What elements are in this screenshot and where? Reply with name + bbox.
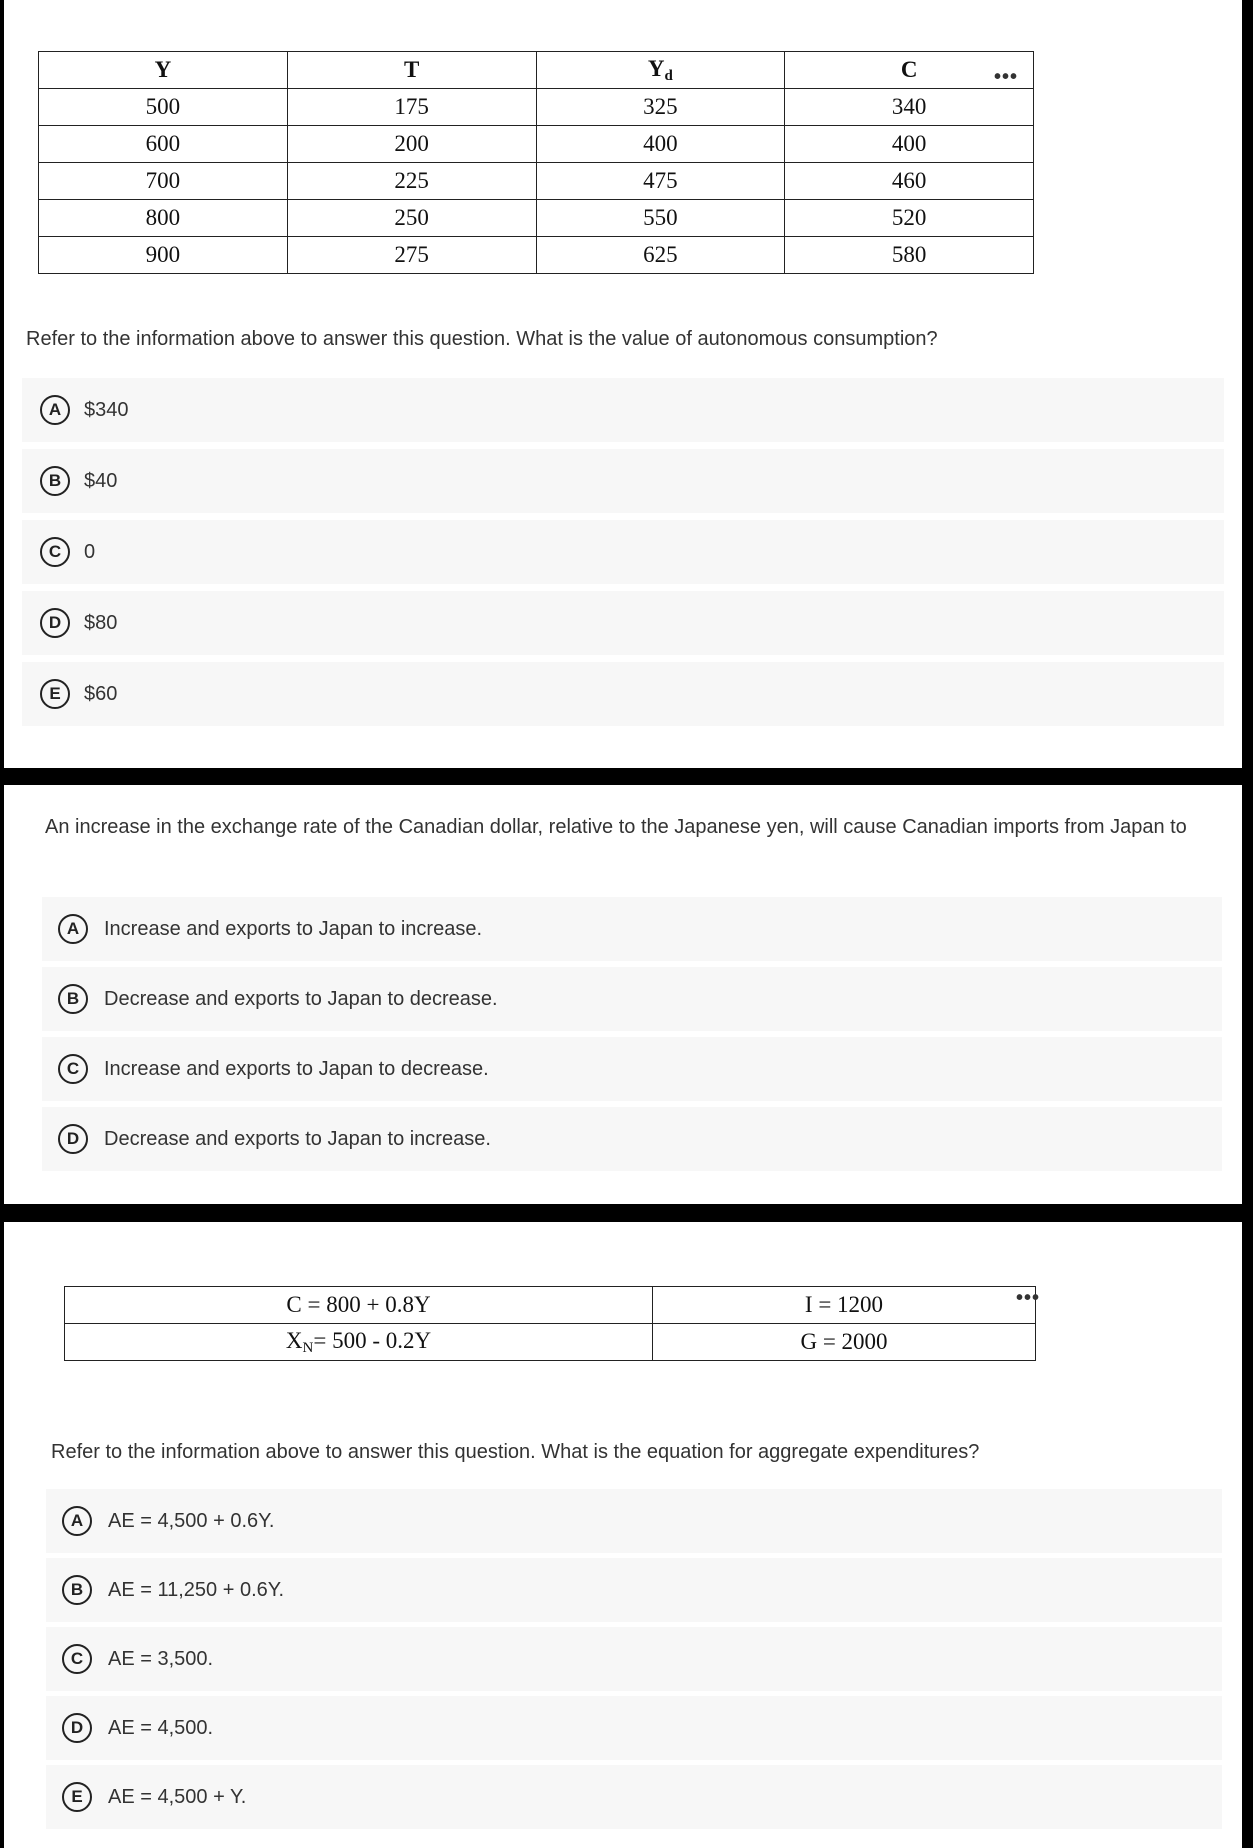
investment-equation: I = 1200 [653,1287,1036,1324]
option-text: AE = 3,500. [108,1647,214,1670]
option-a[interactable] [22,378,1224,442]
more-options-icon[interactable]: ••• [1016,1287,1041,1309]
option-b[interactable] [42,967,1222,1031]
income-table [38,51,1034,274]
table-row [39,126,1034,163]
table-cell: 600 [39,126,288,163]
table-row [39,200,1034,237]
option-letter-badge: B [58,984,88,1014]
table-cell: 400 [785,126,1034,163]
table-cell: 325 [536,89,785,126]
option-e[interactable] [46,1765,1222,1829]
table-cell: 580 [785,237,1034,274]
option-a[interactable] [46,1489,1222,1553]
more-options-icon[interactable]: ••• [994,66,1019,88]
table-row [65,1324,1036,1361]
table-row [65,1287,1036,1324]
question-card-2 [4,785,1242,1204]
table-cell: 400 [536,126,785,163]
table-cell: 625 [536,237,785,274]
table-row [39,89,1034,126]
table-header-row [39,52,1034,89]
table-cell: 340 [785,89,1034,126]
option-text: Decrease and exports to Japan to increase. [104,1127,491,1150]
table-cell: 460 [785,163,1034,200]
option-text: AE = 4,500 + Y. [108,1785,247,1808]
equations-table [64,1286,1036,1361]
option-letter-badge: A [62,1506,92,1536]
option-d[interactable] [22,591,1224,655]
table-cell: 520 [785,200,1034,237]
option-letter-badge: D [62,1713,92,1743]
option-letter-badge: D [40,608,70,638]
option-letter-badge: B [62,1575,92,1605]
option-letter-badge: A [58,914,88,944]
option-letter-badge: C [58,1054,88,1084]
option-text: AE = 11,250 + 0.6Y. [108,1578,285,1601]
option-letter-badge: C [40,537,70,567]
table-cell: 200 [287,126,536,163]
option-letter-badge: C [62,1644,92,1674]
header-c: C [785,52,1034,89]
option-text: AE = 4,500 + 0.6Y. [108,1509,275,1532]
option-letter-badge: D [58,1124,88,1154]
question-text-3: Refer to the information above to answer this question. What is the equation for aggregate expenditures? [51,1441,980,1463]
table-row [39,163,1034,200]
table-cell: 275 [287,237,536,274]
option-b[interactable] [46,1558,1222,1622]
option-b[interactable] [22,449,1224,513]
option-text: $340 [84,398,129,421]
option-e[interactable] [22,662,1224,726]
header-yd-sub: d [664,67,673,84]
option-text: 0 [84,540,96,563]
question-card-3 [4,1222,1242,1848]
question-text-1: Refer to the information above to answer this question. What is the value of autonomous consumption? [26,328,938,350]
option-text: $40 [84,469,118,492]
option-text: Increase and exports to Japan to decrease. [104,1057,489,1080]
option-letter-badge: E [62,1782,92,1812]
option-letter-badge: B [40,466,70,496]
table-cell: 250 [287,200,536,237]
table-cell: 700 [39,163,288,200]
question-text-2: An increase in the exchange rate of the Canadian dollar, relative to the Japanese yen, will cause Canadian imports from Japan to [45,816,1187,838]
government-equation: G = 2000 [653,1324,1036,1361]
table-cell: 225 [287,163,536,200]
net-exports-equation [65,1324,653,1361]
option-letter-badge: E [40,679,70,709]
table-cell: 900 [39,237,288,274]
option-d[interactable] [42,1107,1222,1171]
option-text: Decrease and exports to Japan to decrease. [104,987,498,1010]
table-cell: 500 [39,89,288,126]
option-a[interactable] [42,897,1222,961]
table-cell: 800 [39,200,288,237]
table-cell: 475 [536,163,785,200]
option-text: $80 [84,611,118,634]
option-d[interactable] [46,1696,1222,1760]
header-yd-main: Y [647,55,665,81]
header-t: T [287,52,536,89]
header-yd [536,52,785,89]
xn-sub: N [302,1339,314,1356]
option-text: AE = 4,500. [108,1716,214,1739]
table-cell: 175 [287,89,536,126]
option-c[interactable] [42,1037,1222,1101]
option-text: Increase and exports to Japan to increase. [104,917,483,940]
table-row [39,237,1034,274]
question-card-1 [4,0,1242,768]
table-cell: 550 [536,200,785,237]
consumption-equation: C = 800 + 0.8Y [65,1287,653,1324]
xn-main: X [285,1327,303,1353]
option-c[interactable] [46,1627,1222,1691]
header-y: Y [39,52,288,89]
option-text: $60 [84,682,118,705]
option-letter-badge: A [40,395,70,425]
option-c[interactable] [22,520,1224,584]
xn-rest: = 500 - 0.2Y [313,1327,432,1353]
